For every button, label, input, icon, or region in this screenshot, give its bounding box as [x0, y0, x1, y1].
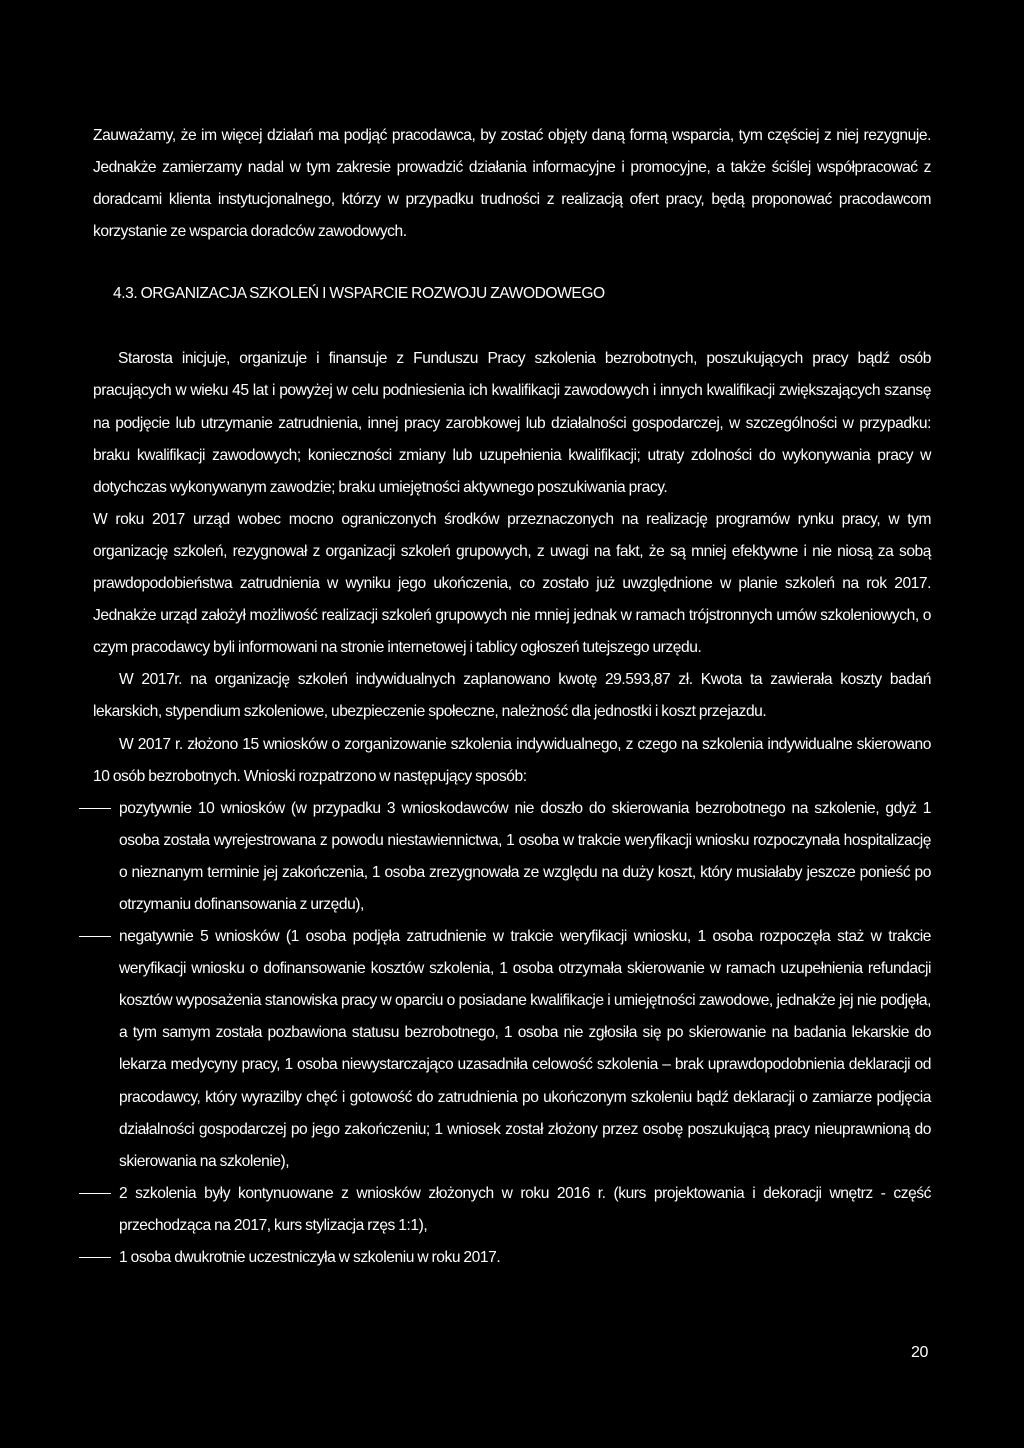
dash-bullet: [79, 1257, 111, 1258]
paragraph-kwota: W 2017r. na organizację szkoleń indywidualnych zaplanowano kwotę 29.593,87 zł. Kwota ta zawierała koszty badań lekarskich, stypendium szkoleniowe, ubezpieczenie społeczne, należność dla jednostki i koszt przejazdu.: [93, 671, 931, 721]
section-number: 4.3.: [113, 285, 138, 303]
page-number: 20: [911, 1344, 928, 1361]
dash-bullet: [79, 1193, 111, 1194]
dash-bullet: [79, 936, 111, 937]
list-item: [93, 921, 931, 1178]
paragraph-2017-szkolenia: W roku 2017 urząd wobec mocno ograniczonych środków przeznaczonych na realizację programów rynku pracy, w tym organizację szkoleń, rezygnował z organizacji szkoleń grupowych, z uwagi na fakt, że są mniej efektywne i nie niosą za sobą prawdopodobieństwa zatrudnienia w wyniku jego ukończenia, co zostało już uwzględnione w planie szkoleń na rok 2017. Jednakże urząd założył możliwość realizacji szkoleń grupowych nie mniej jednak w ramach trójstronnych umów szkoleniowych, o czym pracodawcy byli informowani na stronie internetowej i tablicy ogłoszeń tutejszego urzędu.: [93, 510, 931, 657]
page-content: [93, 120, 931, 1274]
paragraph-starosta: Starosta inicjuje, organizuje i finansuje z Funduszu Pracy szkolenia bezrobotnych, poszukujących pracy bądź osób pracujących w wieku 45 lat i powyżej w celu podniesienia ich kwalifikacji zawodowych i innych kwalifikacji zwiększających szansę na podjęcie lub utrzymanie zatrudnienia, innej pracy zarobkowej lub działalności gospodarczej, w szczególności w przypadku: braku kwalifikacji zawodowych; konieczności zmiany lub uzupełnienia kwalifikacji; utraty zdolności do wykonywania pracy w dotychczas wykonywanym zawodzie; braku umiejętności aktywnego poszukiwania pracy.: [93, 350, 931, 496]
section-heading: [113, 278, 931, 310]
paragraph-wnioski: W 2017 r. złożono 15 wniosków o zorganizowanie szkolenia indywidualnego, z czego na szkolenia indywidualne skierowano 10 osób bezrobotnych. Wnioski rozpatrzono w następujący sposób:: [93, 735, 931, 785]
dash-list: [93, 793, 931, 1274]
list-item: [93, 1178, 931, 1242]
intro-paragraph: Zauważamy, że im więcej działań ma podjąć pracodawca, by zostać objęty daną formą wsparcia, tym częściej z niej rezygnuje. Jednakże zamierzamy nadal w tym zakresie prowadzić działania informacyjne i promocyjne, a także ściślej współpracować z doradcami klienta instytucjonalnego, którzy w przypadku trudności z realizacją ofert pracy, będą proponować pracodawcom korzystanie ze wsparcia doradców zawodowych.: [93, 127, 931, 241]
section-title: ORGANIZACJA SZKOLEŃ I WSPARCIE ROZWOJU ZAWODOWEGO: [140, 285, 605, 303]
list-item-text: negatywnie 5 wniosków (1 osoba podjęła zatrudnienie w trakcie weryfikacji wniosku, 1 osoba rozpoczęła staż w trakcie weryfikacji wniosku o dofinansowanie kosztów szkolenia, 1 osoba otrzymała skierowanie w ramach uzupełnienia refundacji kosztów wyposażenia stanowiska pracy w oparciu o posiadane kwalifikacje i umiejętności zawodowe, jednakże jej nie podjęła, a tym samym została pozbawiona statusu bezrobotnego, 1 osoba nie zgłosiła się po skierowanie na badania lekarskie do lekarza medycyny pracy, 1 osoba niewystarczająco uzasadniła celowość szkolenia – brak uprawdopodobnienia deklaracji od pracodawcy, który wyrazilby chęć i gotowość do zatrudnienia po ukończonym szkoleniu bądź deklaracji o zamiarze podjęcia działalności gospodarczej po jego zakończeniu; 1 wniosek został złożony przez osobę poszukującą pracy nieuprawnioną do skierowania na szkolenie),: [119, 928, 931, 1170]
list-item-text: 2 szkolenia były kontynuowane z wniosków złożonych w roku 2016 r. (kurs projektowania i dekoracji wnętrz - część przechodząca na 2017, kurs stylizacja rzęs 1:1),: [119, 1184, 931, 1234]
list-item-text: 1 osoba dwukrotnie uczestniczyła w szkoleniu w roku 2017.: [119, 1249, 501, 1266]
list-item: [93, 1242, 931, 1274]
list-item-text: pozytywnie 10 wniosków (w przypadku 3 wnioskodawców nie doszło do skierowania bezrobotnego na szkolenie, gdyż 1 osoba została wyrejestrowana z powodu niestawiennictwa, 1 osoba w trakcie weryfikacji wniosku rozpoczynała hospitalizację o nieznanym terminie jej zakończenia, 1 osoba zrezygnowała ze względu na duży koszt, który musiałaby jeszcze ponieść po otrzymaniu dofinansowania z urzędu),: [119, 799, 931, 913]
list-item: [93, 793, 931, 921]
dash-bullet: [79, 808, 111, 809]
